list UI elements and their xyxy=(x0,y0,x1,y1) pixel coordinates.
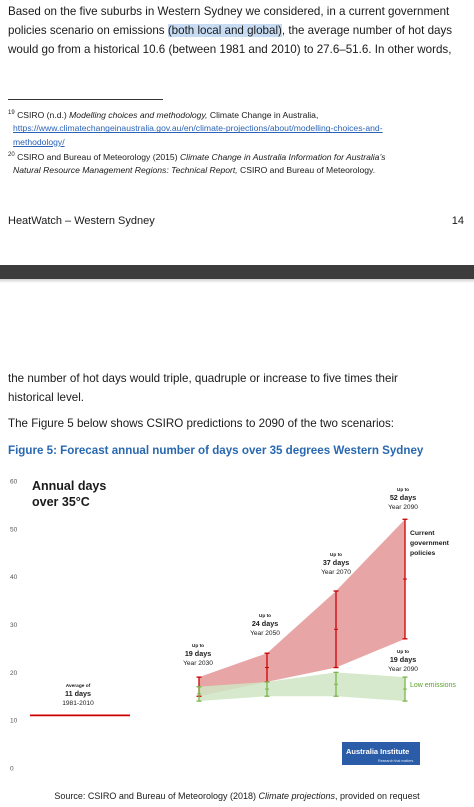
logo-text: Australia Institute xyxy=(346,747,410,756)
annotation-line: 19 days xyxy=(389,655,417,664)
page-footer-title: HeatWatch – Western Sydney xyxy=(8,215,155,227)
paragraph-line: would go from a historical 10.6 (between 1981 and 2010) to 27.6–51.6. In other words, xyxy=(8,43,452,56)
paragraph-continued xyxy=(8,2,470,59)
annotation-line: 11 days xyxy=(65,689,91,698)
series-label-low-emissions: Low emissions xyxy=(410,682,456,689)
footnote-italic: Modelling choices and methodology, xyxy=(69,109,208,120)
paragraph-line: the number of hot days would triple, quadruple or increase to five times their xyxy=(8,372,398,385)
paragraph-line: historical level. xyxy=(8,391,85,404)
chart-title-line1: Annual days xyxy=(32,479,107,493)
australia-institute-logo xyxy=(342,742,420,765)
figure-title: Figure 5: Forecast annual number of days over 35 degrees Western Sydney xyxy=(8,444,424,457)
logo-subtext: Research that matters xyxy=(378,759,414,763)
footnote-divider xyxy=(8,99,163,100)
footnote-italic: Climate Change in Australia Information for Australia’s xyxy=(179,151,386,162)
source-text: Source: CSIRO and Bureau of Meteorology (2018) xyxy=(54,791,259,801)
selected-text-highlight[interactable]: (both local and global) xyxy=(167,24,282,37)
annotation-2030 xyxy=(183,643,213,667)
footnote-text: CSIRO (n.d.) xyxy=(14,109,70,120)
y-axis-ticks xyxy=(10,479,18,773)
annotation-line: 1981-2010 xyxy=(62,700,94,707)
annotation-line: Year 2090 xyxy=(388,666,418,673)
series-label-current-line2: government xyxy=(410,540,449,547)
annotation-2090-current xyxy=(388,487,418,511)
scenario-bands xyxy=(197,519,408,701)
chart-title-line2: over 35°C xyxy=(32,495,90,509)
forecast-chart xyxy=(0,466,474,786)
band-current-policies xyxy=(199,519,405,696)
annotation-line: Average of xyxy=(65,684,91,689)
footnote-19 xyxy=(8,107,470,149)
paragraph-line xyxy=(8,21,470,40)
source-text: , provided on request xyxy=(335,791,420,801)
y-tick-label: 0 xyxy=(10,765,14,773)
paragraph-line: Based on the five suburbs in Western Sydney we considered, in a current government xyxy=(8,5,450,18)
annotation-line: 19 days xyxy=(184,649,212,658)
text-run: , the average number of hot days xyxy=(281,24,453,37)
figure-intro-paragraph: The Figure 5 below shows CSIRO predictions to 2090 of the two scenarios: xyxy=(8,417,395,430)
source-italic: Climate projections xyxy=(258,791,336,801)
paragraph-continued-2 xyxy=(8,369,470,407)
y-tick-label: 10 xyxy=(10,717,18,725)
annotation-line: 24 days xyxy=(251,619,279,628)
footnote-mark: 20 xyxy=(8,152,15,158)
y-tick-label: 20 xyxy=(10,669,18,677)
footnote-20 xyxy=(8,149,470,178)
footnote-link[interactable]: methodology/ xyxy=(13,136,65,147)
y-tick-label: 60 xyxy=(10,478,18,486)
y-tick-label: 50 xyxy=(10,526,18,534)
page-number: 14 xyxy=(451,215,464,227)
annotation-line: Up to xyxy=(191,644,205,649)
annotation-line: 52 days xyxy=(389,493,417,502)
footnote-link[interactable]: https://www.climatechangeinaustralia.gov.au/en/climate-projections/about/modelling-choices-and- xyxy=(13,123,383,134)
annotation-line: Year 2030 xyxy=(183,660,213,667)
footnote-italic: Natural Resource Management Regions: Technical Report, xyxy=(13,165,238,176)
y-tick-label: 40 xyxy=(10,574,18,582)
text-run: policies scenario on emissions xyxy=(8,24,168,37)
footnote-text: CSIRO and Bureau of Meteorology. xyxy=(237,165,376,176)
annotation-line: 37 days xyxy=(322,558,350,567)
annotation-line: Up to xyxy=(396,488,410,493)
annotation-line: Up to xyxy=(329,553,343,558)
series-label-current-line3: policies xyxy=(410,550,436,557)
annotation-2070 xyxy=(321,552,351,576)
annotation-line: Year 2070 xyxy=(321,569,351,576)
annotation-line: Year 2050 xyxy=(250,630,280,637)
footnote-text: Climate Change in Australia, xyxy=(207,109,319,120)
annotation-2050 xyxy=(250,613,280,637)
annotation-2090-low xyxy=(388,649,418,673)
annotation-line: Up to xyxy=(258,614,272,619)
page-break-shadow xyxy=(0,279,474,283)
page-break-bar xyxy=(0,265,474,279)
figure-source xyxy=(0,791,474,801)
annotation-historical xyxy=(62,683,94,707)
y-tick-label: 30 xyxy=(10,622,18,629)
footnote-mark: 19 xyxy=(8,110,15,116)
annotation-line: Year 2090 xyxy=(388,504,418,511)
footnote-text: CSIRO and Bureau of Meteorology (2015) xyxy=(14,151,180,162)
annotation-line: Up to xyxy=(396,650,410,655)
series-label-current-line1: Current xyxy=(410,530,435,537)
